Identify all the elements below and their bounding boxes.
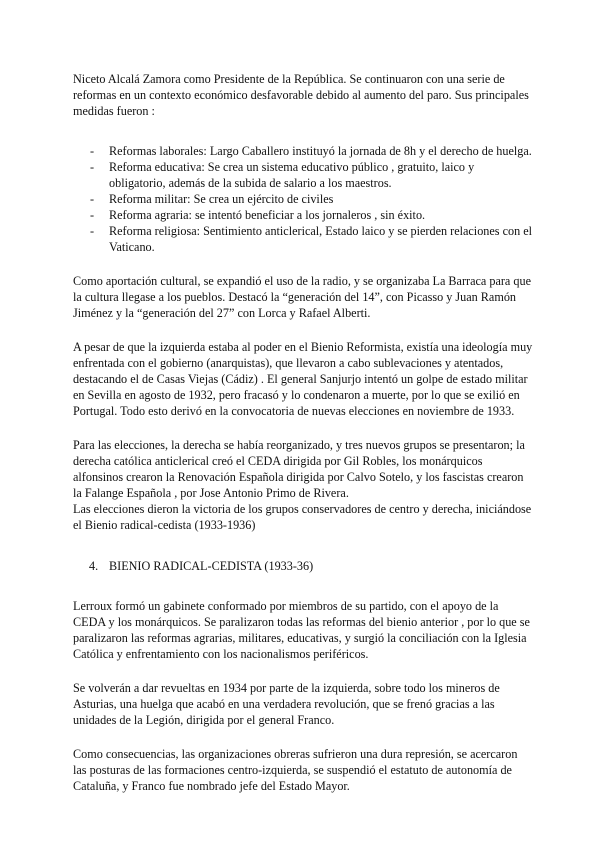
list-item-text: Reformas laborales: Largo Caballero instituyó la jornada de 8h y el derecho de huelga. (109, 144, 532, 158)
list-item (73, 207, 533, 223)
paragraph-culture: Como aportación cultural, se expandió el uso de la radio, y se organizaba La Barraca para que la cultura llegase a los pueblos. Destacó la “generación del 14”, con Picasso y Juan Ramón Jiménez y la “generación del 27” con Lorca y Rafael Alberti. (73, 274, 531, 320)
paragraph-revolts: Se volverán a dar revueltas en 1934 por parte de la izquierda, sobre todo los mineros de Asturias, una huelga que acabó en una verdadera revolución, que se frenó gracias a las unidades de la Legión, dirigida por el general Franco. (73, 681, 500, 727)
paragraph-consequences: Como consecuencias, las organizaciones obreras sufrieron una dura represión, se acercaron las posturas de las formaciones centro-izquierda, se suspendió el estatuto de autonomía de Cataluña, y Franco fue nombrado jefe del Estado Mayor. (73, 747, 518, 793)
list-item-text: Reforma religiosa: Sentimiento anticlerical, Estado laico y se pierden relaciones con el Vaticano. (109, 224, 533, 254)
bullet-marker: - (90, 192, 95, 206)
list-item-text: Reforma militar: Se crea un ejército de civiles (109, 192, 334, 206)
list-item-text: Reforma educativa: Se crea un sistema educativo público , gratuito, laico y obligatorio, además de la subida de salario a los maestros. (109, 160, 475, 190)
bullet-marker: - (90, 160, 95, 174)
section-number: 4. (89, 559, 99, 573)
paragraph-elections: Para las elecciones, la derecha se había reorganizado, y tres nuevos grupos se presentaron; la derecha católica anticlerical creó el CEDA dirigida por Gil Robles, los monárquicos alfonsinos crearon la Renovación Española dirigida por Calvo Sotelo, y los fascistas crearon la Falange Española , por Jose Antonio Primo de Rivera. (73, 438, 525, 500)
paragraph-opposition: A pesar de que la izquierda estaba al poder en el Bienio Reformista, existía una ideología muy enfrentada con el gobierno (anarquistas), que llevaron a cabo sublevaciones y atentados, destacando el de Casas Viejas (Cádiz) . El general Sanjurjo intentó un golpe de estado militar en Sevilla en agosto de 1932, pero fracasó y lo condenaron a muerte, por lo que se exilió en Portugal. Todo esto derivó en la convocatoria de nuevas elecciones en noviembre de 1933. (73, 340, 533, 418)
bullet-marker: - (90, 224, 95, 238)
paragraph-election-results: Las elecciones dieron la victoria de los grupos conservadores de centro y derecha, iniciándose el Bienio radical-cedista (1933-1936) (73, 502, 532, 532)
document-page (73, 71, 533, 794)
list-item (73, 143, 533, 159)
paragraph-intro: Niceto Alcalá Zamora como Presidente de la República. Se continuaron con una serie de reformas en un contexto económico desfavorable debido al aumento del paro. Sus principales medidas fueron : (73, 72, 529, 118)
paragraph-lerroux: Lerroux formó un gabinete conformado por miembros de su partido, con el apoyo de la CEDA y los monárquicos. Se paralizaron todas las reformas del bienio anterior , por lo que se paralizaron las reformas agrarias, militares, educativas, y surgió la conciliación con la Iglesia Católica y enfrentamiento con los nacionalismos periféricos. (73, 599, 530, 661)
list-item (73, 159, 533, 191)
list-item (73, 191, 533, 207)
bullet-marker: - (90, 144, 95, 158)
section-heading (73, 558, 533, 574)
list-item (73, 223, 533, 255)
list-item-text: Reforma agraria: se intentó beneficiar a los jornaleros , sin éxito. (109, 208, 426, 222)
reforms-list (73, 143, 533, 255)
section-title: BIENIO RADICAL-CEDISTA (1933-36) (109, 559, 314, 573)
bullet-marker: - (90, 208, 95, 222)
